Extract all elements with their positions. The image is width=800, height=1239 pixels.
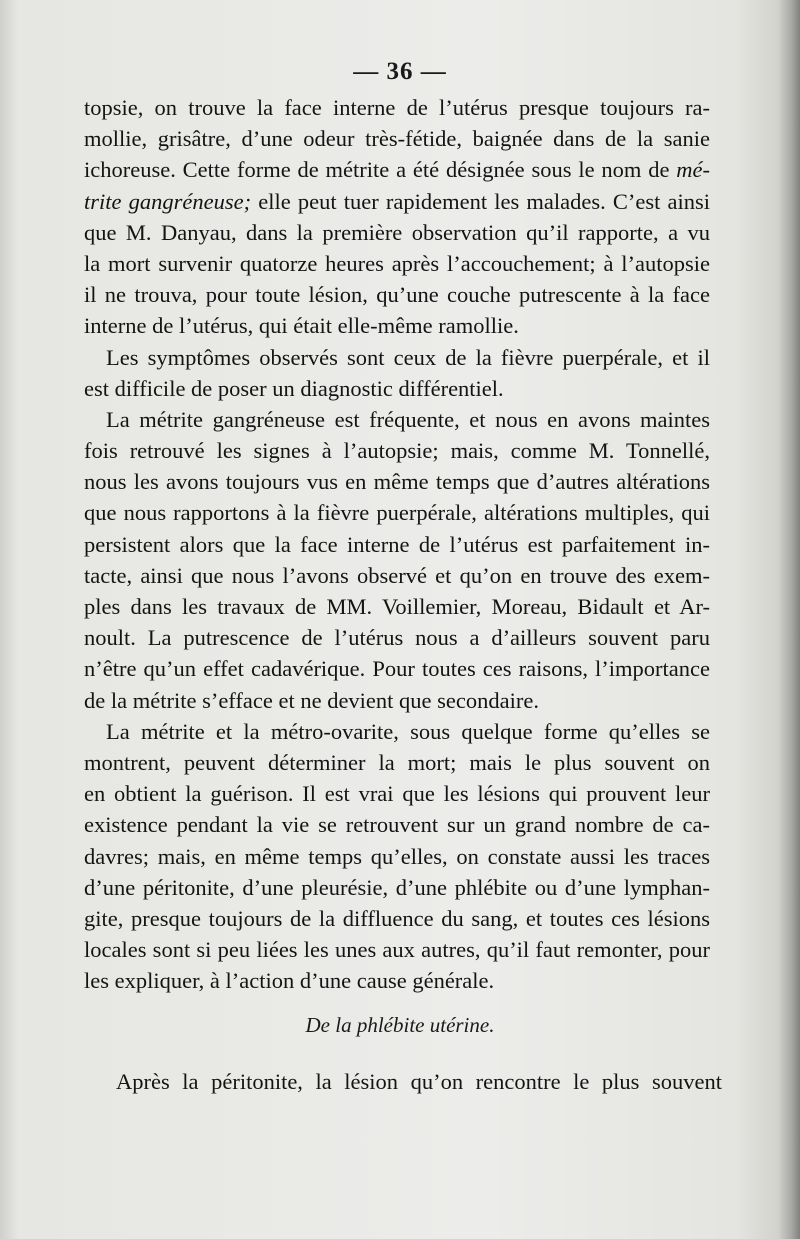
- text-line: que M. Danyau, dans la première observation qu’il rapporte, a vu: [84, 219, 710, 245]
- text-line: existence pendant la vie se retrouvent sur un grand nombre de ca-: [84, 812, 710, 838]
- text-line: de la métrite s’efface et ne devient que secondaire.: [84, 687, 539, 713]
- page-number: — 36 —: [353, 58, 447, 85]
- text-line: trite gangréneuse; elle peut tuer rapidement les malades. C’est ainsi: [84, 188, 710, 214]
- text-line: est difficile de poser un diagnostic différentiel.: [84, 375, 504, 401]
- text-line: en obtient la guérison. Il est vrai que les lésions qui prouvent leur: [84, 781, 710, 807]
- text-line: La métrite et la métro-ovarite, sous quelque forme qu’elles se: [106, 718, 710, 744]
- text-line: il ne trouva, pour toute lésion, qu’une couche putrescente à la face: [84, 282, 710, 308]
- text-line: persistent alors que la face interne de l’utérus est parfaitement in-: [84, 531, 710, 557]
- page-edge-shadow: [778, 0, 800, 1239]
- text-line: d’une péritonite, d’une pleurésie, d’une phlébite ou d’une lymphan-: [84, 874, 710, 900]
- text-line: Les symptômes observés sont ceux de la fièvre puerpérale, et il: [106, 344, 710, 370]
- text-line: interne de l’utérus, qui était elle-même ramollie.: [84, 313, 519, 339]
- text-line: gite, presque toujours de la diffluence du sang, et toutes ces lésions: [84, 905, 710, 931]
- text-line: n’être qu’un effet cadavérique. Pour toutes ces raisons, l’importance: [84, 656, 710, 682]
- text-line: que nous rapportons à la fièvre puerpérale, altérations multiples, qui: [84, 500, 710, 526]
- text-line: la mort survenir quatorze heures après l’accouchement; à l’autopsie: [84, 250, 710, 276]
- section-heading: De la phlébite utérine.: [305, 1013, 495, 1037]
- text-line: locales sont si peu liées les unes aux autres, qu’il faut remonter, pour: [84, 937, 710, 963]
- text-line: montrent, peuvent déterminer la mort; mais le plus souvent on: [84, 749, 710, 775]
- text-line: tacte, ainsi que nous l’avons observé et qu’on en trouve des exem-: [84, 562, 710, 588]
- text-line: ichoreuse. Cette forme de métrite a été désignée sous le nom de mé-: [84, 157, 710, 183]
- text-line: davres; mais, en même temps qu’elles, on constate aussi les traces: [84, 843, 710, 869]
- text-line: ples dans les travaux de MM. Voillemier, Moreau, Bidault et Ar-: [84, 594, 710, 619]
- text-line: nous les avons toujours vus en même temps que d’autres altérations: [84, 469, 710, 495]
- text-line: mollie, grisâtre, d’une odeur très-fétide, baignée dans de la sanie: [84, 126, 710, 152]
- text-line: topsie, on trouve la face interne de l’utérus presque toujours ra-: [84, 95, 710, 120]
- text-line: fois retrouvé les signes à l’autopsie; mais, comme M. Tonnellé,: [84, 438, 710, 464]
- text-line: La métrite gangréneuse est fréquente, et nous en avons maintes: [106, 406, 710, 432]
- final-line: Après la péritonite, la lésion qu’on rencontre le plus souvent: [116, 1069, 722, 1094]
- text-line: noult. La putrescence de l’utérus nous a d’ailleurs souvent paru: [84, 625, 710, 651]
- text-line: les expliquer, à l’action d’une cause générale.: [84, 968, 495, 994]
- body-text: [84, 92, 710, 996]
